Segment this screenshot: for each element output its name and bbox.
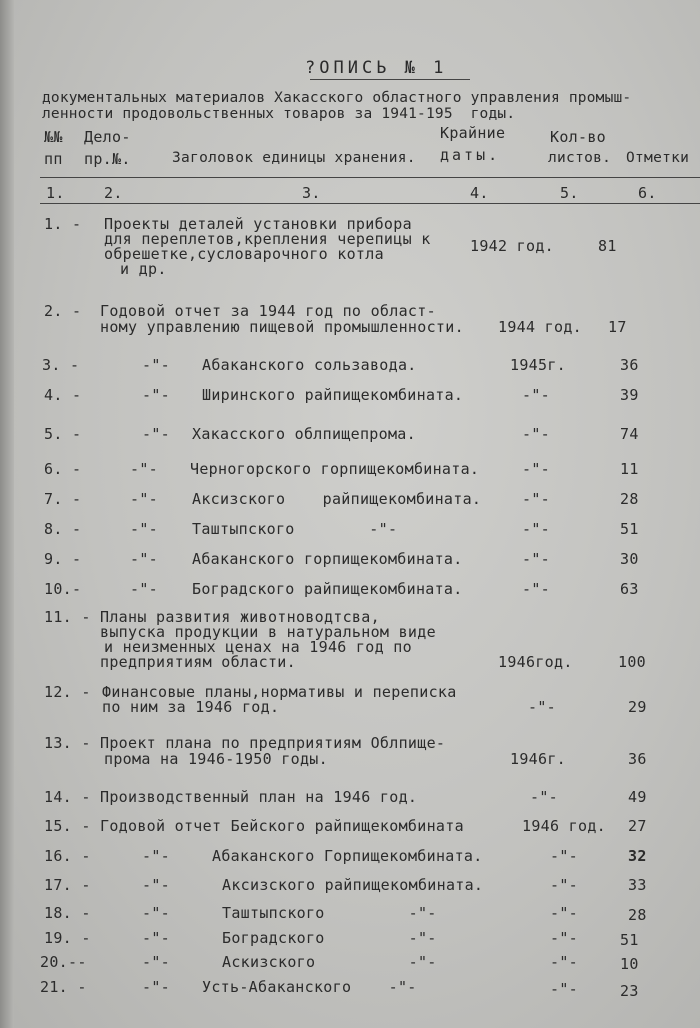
row-2-sheets: 17 <box>608 318 627 336</box>
row-11-number: 11. - <box>44 608 91 626</box>
row-8-number: 8. - <box>44 520 82 538</box>
row-20-ditto: -"- <box>142 953 170 971</box>
row-4-ditto: -"- <box>142 386 170 404</box>
row-18-sheets: 28 <box>628 906 647 924</box>
row-12-date: -"- <box>528 698 556 716</box>
row-9-number: 9. - <box>44 550 82 568</box>
row-9-date: -"- <box>522 550 550 568</box>
row-7-title: Аксизского райпищекомбината. <box>192 490 482 508</box>
row-14-date: -"- <box>530 788 558 806</box>
row-17-sheets: 33 <box>628 876 647 894</box>
row-21-title: Усть-Абаканского -"- <box>202 978 417 996</box>
row-16-ditto: -"- <box>142 847 170 865</box>
row-1-sheets: 81 <box>598 237 617 255</box>
row-13-number: 13. - <box>44 734 91 752</box>
header-no-top: №№ <box>44 128 63 146</box>
row-14-title: Производственный план на 1946 год. <box>100 788 418 806</box>
title-underline <box>310 79 470 80</box>
row-16-date: -"- <box>550 847 578 865</box>
subtitle-line-1: документальных материалов Хакасского областного управления промыш- <box>42 90 632 106</box>
row-1-date: 1942 год. <box>470 237 554 255</box>
header-delo-top: Дело- <box>84 128 131 146</box>
row-17-ditto: -"- <box>142 876 170 894</box>
row-17-title: Аксизского райпищекомбината. <box>222 876 484 894</box>
row-6-date: -"- <box>522 460 550 478</box>
row-11-sheets: 100 <box>618 653 646 671</box>
row-2-title-line-1: Годовой отчет за 1944 год по област- <box>100 302 436 320</box>
row-20-number: 20.-- <box>40 953 87 971</box>
row-9-ditto: -"- <box>130 550 158 568</box>
row-19-number: 19. - <box>44 929 91 947</box>
row-16-title: Абаканского Горпищекомбината. <box>212 847 483 865</box>
row-21-number: 21. - <box>40 978 87 996</box>
row-15-sheets: 27 <box>628 817 647 835</box>
row-14-sheets: 49 <box>628 788 647 806</box>
column-number-3: 3. <box>302 184 321 202</box>
row-11-title-line-4: предприятиям области. <box>100 653 296 671</box>
row-21-ditto: -"- <box>142 978 170 996</box>
row-7-number: 7. - <box>44 490 82 508</box>
row-12-number: 12. - <box>44 683 91 701</box>
header-rule-bottom <box>40 203 700 204</box>
row-3-sheets: 36 <box>620 356 639 374</box>
row-8-ditto: -"- <box>130 520 158 538</box>
row-19-title: Боградского -"- <box>222 929 437 947</box>
row-17-date: -"- <box>550 876 578 894</box>
subtitle-line-2: ленности продовольственных товаров за 1941-195 годы. <box>42 106 516 122</box>
row-8-sheets: 51 <box>620 520 639 538</box>
row-5-title: Хакасского облпищепрома. <box>192 425 416 443</box>
row-14-number: 14. - <box>44 788 91 806</box>
row-6-title: Черногорского горпищекомбината. <box>190 460 480 478</box>
row-17-number: 17. - <box>44 876 91 894</box>
row-13-date: 1946г. <box>510 750 566 768</box>
header-heading: Заголовок единицы хранения. <box>172 150 416 166</box>
row-5-date: -"- <box>522 425 550 443</box>
row-18-title: Таштыпского -"- <box>222 904 437 922</box>
column-number-6: 6. <box>638 184 657 202</box>
row-5-number: 5. - <box>44 425 82 443</box>
row-18-ditto: -"- <box>142 904 170 922</box>
row-4-number: 4. - <box>44 386 82 404</box>
row-8-date: -"- <box>522 520 550 538</box>
row-12-sheets: 29 <box>628 698 647 716</box>
row-19-date: -"- <box>550 929 578 947</box>
header-notes: Отметки <box>626 150 690 166</box>
row-16-number: 16. - <box>44 847 91 865</box>
row-4-title: Ширинского райпищекомбината. <box>202 386 464 404</box>
row-5-sheets: 74 <box>620 425 639 443</box>
header-sheets-bottom: листов. <box>548 150 612 166</box>
header-no-bottom: пп <box>44 150 63 168</box>
row-19-ditto: -"- <box>142 929 170 947</box>
row-6-ditto: -"- <box>130 460 158 478</box>
row-18-date: -"- <box>550 904 578 922</box>
header-rule-top <box>40 177 700 178</box>
row-9-title: Абаканского горпищекомбината. <box>192 550 463 568</box>
row-12-title-line-2: по ним за 1946 год. <box>102 698 280 716</box>
row-18-number: 18. - <box>44 904 91 922</box>
row-2-date: 1944 год. <box>498 318 582 336</box>
row-13-sheets: 36 <box>628 750 647 768</box>
column-number-2: 2. <box>104 184 123 202</box>
row-7-date: -"- <box>522 490 550 508</box>
document-title: ?ОПИСЬ № 1 <box>305 58 448 78</box>
row-6-sheets: 11 <box>620 460 639 478</box>
row-7-sheets: 28 <box>620 490 639 508</box>
row-13-title-line-1: Проект плана по предприятиям Облпище- <box>100 734 446 752</box>
row-19-sheets: 51 <box>620 931 639 949</box>
header-dates-bottom: даты. <box>440 146 501 164</box>
row-1-title-line-1: Проекты деталей установки прибора <box>104 215 412 233</box>
row-16-sheets: 32 <box>628 847 647 865</box>
header-dates-top: Крайние <box>440 124 506 142</box>
row-11-title-line-1: Планы развития животноводтсва, <box>100 608 380 626</box>
row-2-number: 2. - <box>44 302 82 320</box>
row-9-sheets: 30 <box>620 550 639 568</box>
row-1-number: 1. - <box>44 215 82 233</box>
row-1-title-line-4: и др. <box>120 260 167 278</box>
row-8-title: Таштыпского -"- <box>192 520 398 538</box>
row-11-title-line-3: и неизменных ценах на 1946 год по <box>104 638 412 656</box>
row-20-date: -"- <box>550 953 578 971</box>
row-1-title-line-2: для переплетов,крепления черепицы к <box>104 230 431 248</box>
row-6-number: 6. - <box>44 460 82 478</box>
row-21-date: -"- <box>550 980 578 998</box>
column-number-1: 1. <box>46 184 65 202</box>
row-3-number: 3. - <box>42 356 80 374</box>
row-10-date: -"- <box>522 580 550 598</box>
row-20-sheets: 10 <box>620 955 639 973</box>
header-delo-bottom: пр.№. <box>84 150 131 168</box>
row-1-title-line-3: обрешетке,сусловарочного котла <box>104 245 384 263</box>
header-sheets-top: Кол-во <box>550 128 606 146</box>
row-11-date: 1946год. <box>498 653 573 671</box>
row-3-title: Абаканского сользавода. <box>202 356 417 374</box>
column-number-4: 4. <box>470 184 489 202</box>
row-3-date: 1945г. <box>510 356 566 374</box>
row-7-ditto: -"- <box>130 490 158 508</box>
row-20-title: Аскизского -"- <box>222 953 437 971</box>
row-10-title: Боградского райпищекомбината. <box>192 580 463 598</box>
row-15-date: 1946 год. <box>522 817 606 835</box>
row-4-sheets: 39 <box>620 386 639 404</box>
page-edge <box>0 0 14 1028</box>
row-3-ditto: -"- <box>142 356 170 374</box>
row-2-title-line-2: ному управлению пищевой промышленности. <box>100 318 464 336</box>
row-15-title: Годовой отчет Бейского райпищекомбината <box>100 817 464 835</box>
row-5-ditto: -"- <box>142 425 170 443</box>
row-10-number: 10.- <box>44 580 82 598</box>
row-21-sheets: 23 <box>620 982 639 1000</box>
row-12-title-line-1: Финансовые планы,нормативы и переписка <box>102 683 457 701</box>
column-number-5: 5. <box>560 184 579 202</box>
row-10-ditto: -"- <box>130 580 158 598</box>
row-15-number: 15. - <box>44 817 91 835</box>
row-4-date: -"- <box>522 386 550 404</box>
row-13-title-line-2: прома на 1946-1950 годы. <box>104 750 328 768</box>
row-10-sheets: 63 <box>620 580 639 598</box>
row-11-title-line-2: выпуска продукции в натуральном виде <box>100 623 436 641</box>
